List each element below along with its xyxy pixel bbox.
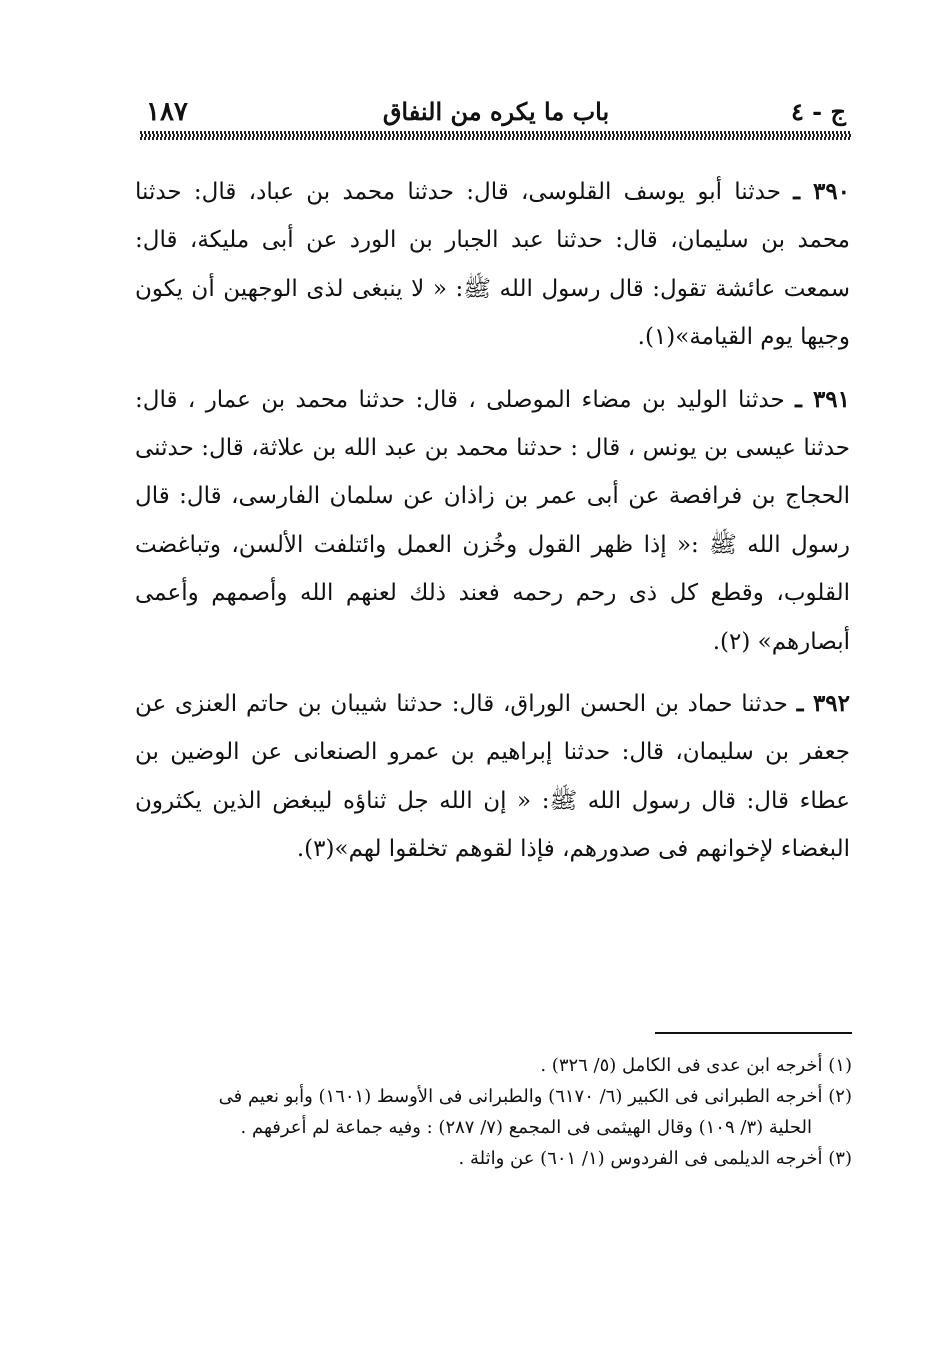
- footnote-2: (٢) أخرجه الطبرانى فى الكبير (٦/ ٦١٧٠) والطبرانى فى الأوسط (١٦٠١) وأبو نعيم فى: [218, 1086, 852, 1107]
- page-body: [135, 168, 850, 888]
- footnotes: [140, 1050, 852, 1174]
- page-header: [140, 93, 852, 129]
- hadith-number: ٣٩٠ ـ: [793, 178, 851, 205]
- hadith-392: [135, 680, 850, 874]
- hadith-text: حدثنا حماد بن الحسن الوراق، قال: حدثنا شيبان بن حاتم العنزى عن جعفر بن سليمان، قال: حدثنا إبراهيم بن عمرو الصنعانى عن الوضين بن عطاء قال: قال رسول الله ﷺ: « إن الله جل ثناؤه ليبغض الذين يكثرون البغضاء لإخوانهم فى صدورهم، فإذا لقوهم تخلقوا لهم»(٣).: [135, 691, 850, 863]
- hadith-number: ٣٩١ ـ: [795, 385, 850, 413]
- volume-label: ج - ٤: [790, 97, 846, 126]
- footnote-2-continued: الحلية (٣/ ١٠٩) وقال الهيثمى فى المجمع (٧/ ٢٨٧) : وفيه جماعة لم أعرفهم .: [240, 1117, 812, 1138]
- footnote-1: (١) أخرجه ابن عدى فى الكامل (٥/ ٣٢٦) .: [540, 1055, 852, 1076]
- hadith-390: [135, 168, 850, 362]
- page-number: ١٨٧: [146, 97, 188, 127]
- hadith-391: [135, 376, 850, 666]
- hadith-text: حدثنا أبو يوسف القلوسى، قال: حدثنا محمد بن عباد، قال: حدثنا محمد بن سليمان، قال: حدثنا عبد الجبار بن الورد عن أبى مليكة، قال: سمعت عائشة تقول: قال رسول الله ﷺ: « لا ينبغى لذى الوجهين أن يكون وجيها يوم القيامة»(١).: [135, 179, 850, 351]
- footnote-separator: [655, 1032, 852, 1034]
- hadith-text: حدثنا الوليد بن مضاء الموصلى ، قال: حدثنا محمد بن عمار ، قال: حدثنا عيسى بن يونس ، قال : حدثنا محمد بن عبد الله بن علاثة، قال: حدثنى الحجاج بن فرافصة عن أبى عمر بن زاذان عن سلمان الفارسى، قال: قال رسول الله ﷺ :« إذا ظهر القول وخُزن العمل وائتلفت الألسن، وتباغضت القلوب، وقطع كل ذى رحم رحمه فعند ذلك لعنهم الله وأصمهم وأعمى أبصارهم» (٢).: [135, 386, 850, 655]
- chapter-title: باب ما يكره من النفاق: [382, 97, 610, 126]
- hadith-number: ٣٩٢ ـ: [796, 690, 850, 718]
- header-ornamental-rule: [140, 131, 852, 140]
- footnote-3: (٣) أخرجه الديلمى فى الفردوس (١/ ٦٠١) عن واثلة .: [458, 1148, 852, 1169]
